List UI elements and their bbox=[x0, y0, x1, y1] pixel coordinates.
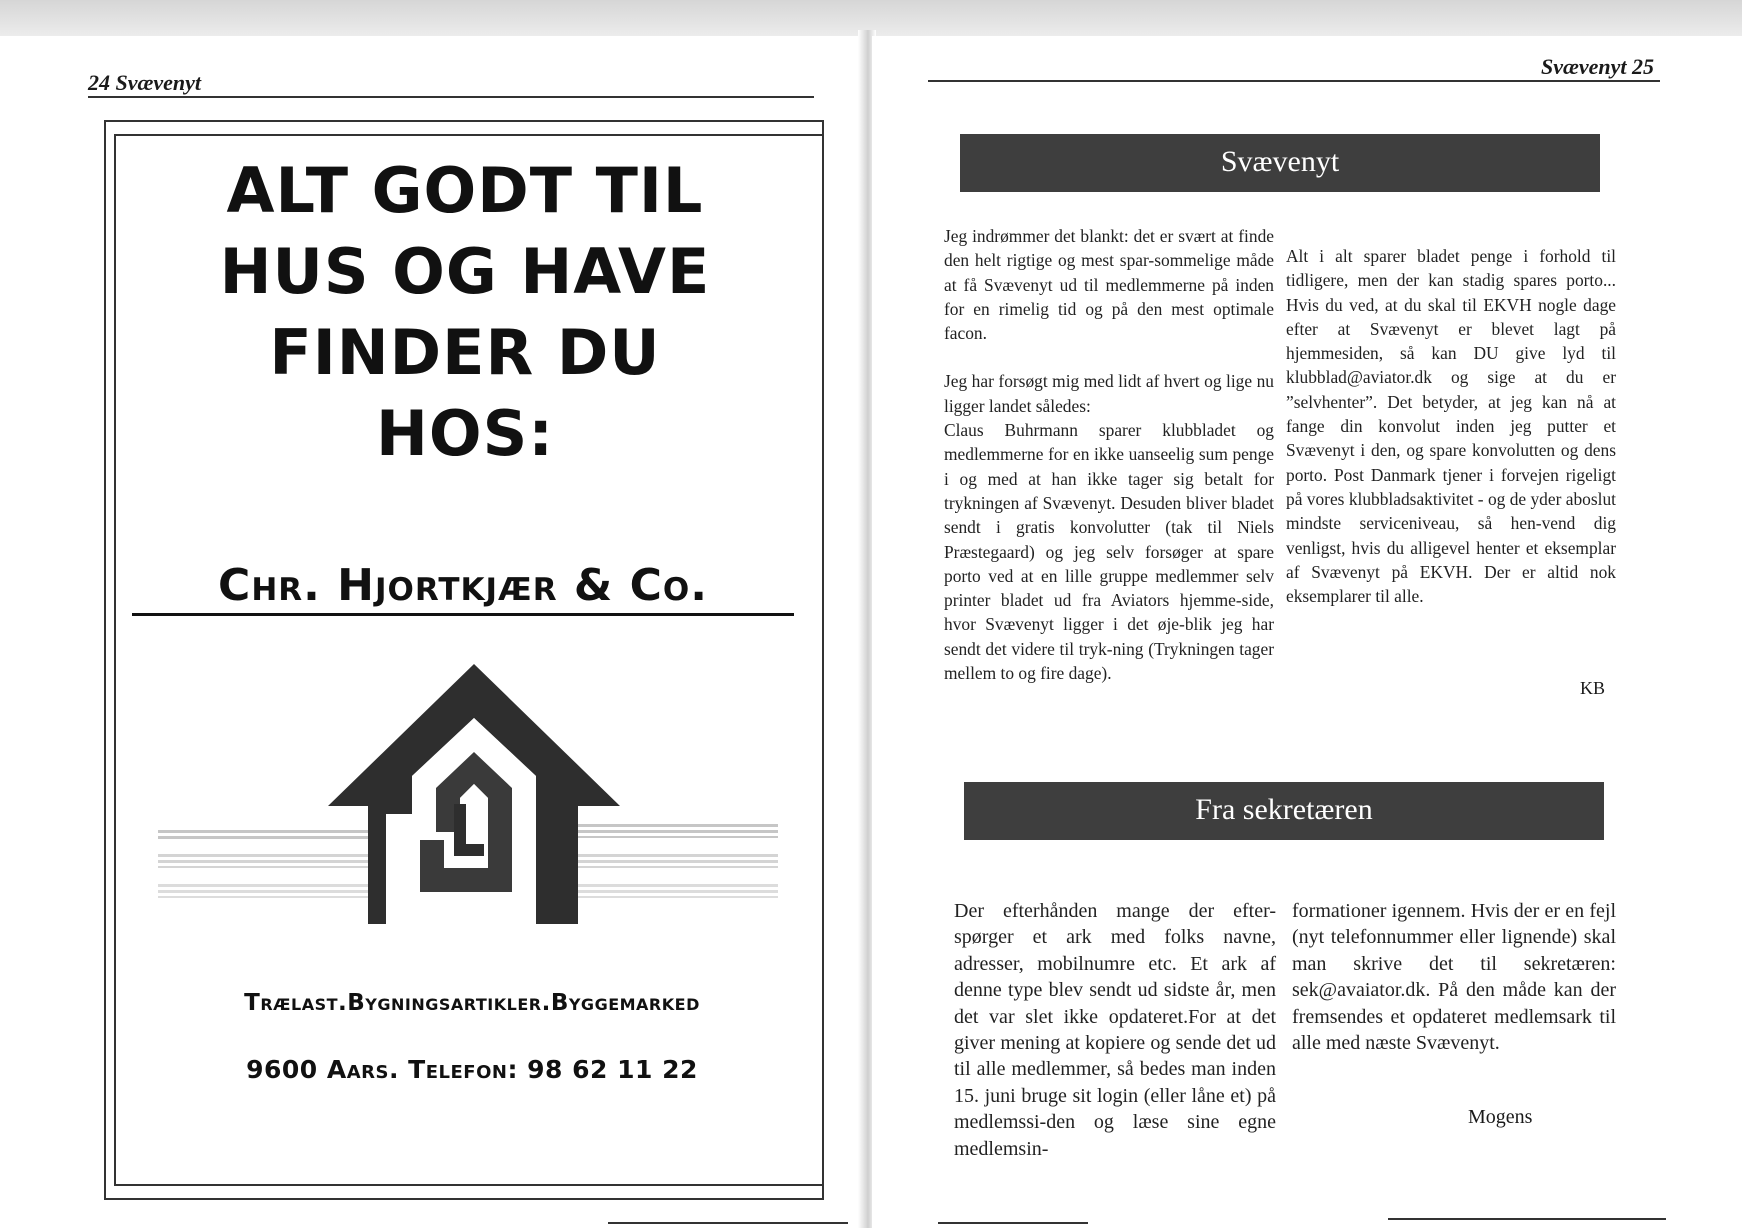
article2-paragraph: formationer igennem. Hvis der er en fejl (nyt telefonnummer eller lignende) skal man skrive det til sekretæren: sek@avaiator.dk. På den måde kan der fremsendes et opdateret medlemsark til alle med næste Svævenyt. bbox=[1292, 900, 1616, 1055]
left-footer-rule bbox=[608, 1222, 848, 1224]
ad-company-name: Chr. Hjortkjær & Co. bbox=[132, 560, 794, 616]
right-footer-rule-left bbox=[938, 1222, 1088, 1224]
house-arrow-logo-icon bbox=[158, 656, 778, 926]
right-header-rule bbox=[928, 80, 1660, 82]
article1-signature: KB bbox=[1580, 678, 1606, 698]
article1-paragraph: Claus Buhrmann sparer klubbladet og medlemmerne for en ikke uanseelig sum penge i og med at han ikke tager sig betalt for trykningen af Svævenyt. Desuden bliver bladet sendt i gratis konvolutter (tak til Niels Præstegaard) og jeg selv forsøger at spare porto ved at en lille gruppe medlemmer selv printer bladet ud fra Aviators hjemme-side, hvor Svævenyt ligger i det øje-blik jeg har sendt det videre til tryk-ning (Trykningen tager mellem to og fire dage). bbox=[944, 420, 1274, 684]
article1-paragraph: Jeg har forsøgt mig med lidt af hvert og lige nu ligger landet således: bbox=[944, 371, 1274, 416]
left-header-rule bbox=[88, 96, 814, 98]
ad-headline bbox=[130, 150, 800, 474]
article1-column-2 bbox=[1286, 244, 1616, 608]
article2-signature: Mogens bbox=[1468, 1106, 1533, 1128]
right-footer-rule-right bbox=[1388, 1218, 1666, 1220]
article2-paragraph: Der efterhånden mange der efter-spørger et ark med folks navne, adresser, mobilnumre etc. Et ark af denne type blev sendt ud sidste år, men det var slet ikke opdateret.For at det giver mening at kopiere og sende det ud til alle medlemmer, så bedes man inden 15. juni bruge sit login (eller låne et) på medlemssi-den og læse sine egne medlemsin- bbox=[954, 900, 1276, 1160]
ad-address-phone: 9600 Aars. Telefon: 98 62 11 22 bbox=[246, 1055, 698, 1084]
left-running-head: 24 Svævenyt bbox=[88, 70, 202, 95]
ad-headline-line: FINDER DU bbox=[269, 316, 661, 389]
article1-paragraph: Alt i alt sparer bladet penge i forhold til tidligere, men der kan stadig spares porto... Hvis du ved, at du skal til EKVH nogle dage efter at Svævenyt er blevet lagt på hjemmesiden, så kan DU give lyd til klubblad@aviator.dk og sige at du er ”selvhenter”. Det betyder, at jeg kan nå at fange din konvolut inden jeg putter et Svævenyt i den, og spare konvolutten og dens porto. Post Danmark tjener i forvejen rigeligt på vores klubbladsaktivitet - og de yder aboslut mindste serviceniveau, så hen-vend dig venligst, hvis du alligevel henter et eksemplar af Svævenyt på EKVH. Der er altid nok eksemplarer til alle. bbox=[1286, 246, 1616, 607]
right-running-head: Svævenyt 25 bbox=[1540, 54, 1654, 79]
article-banner-fra-sekretaeren: Fra sekretæren bbox=[964, 782, 1604, 840]
article1-column-1 bbox=[944, 224, 1274, 685]
ad-headline-line: ALT GODT TIL bbox=[226, 154, 704, 227]
ad-headline-line: HUS OG HAVE bbox=[219, 235, 711, 308]
ad-headline-line: HOS: bbox=[375, 397, 555, 470]
article2-column-1 bbox=[954, 898, 1276, 1162]
article1-paragraph: Jeg indrømmer det blankt: det er svært at finde den helt rigtige og mest spar-sommelige måde at få Svævenyt ud til medlemmerne på inden for en rimelig tid og på den mest optimale facon. bbox=[944, 226, 1274, 344]
article2-column-2 bbox=[1292, 898, 1616, 1056]
ad-tagline: Trælast.Bygningsartikler.Byggemarked bbox=[244, 990, 700, 1016]
article-banner-svaevenyt: Svævenyt bbox=[960, 134, 1600, 192]
